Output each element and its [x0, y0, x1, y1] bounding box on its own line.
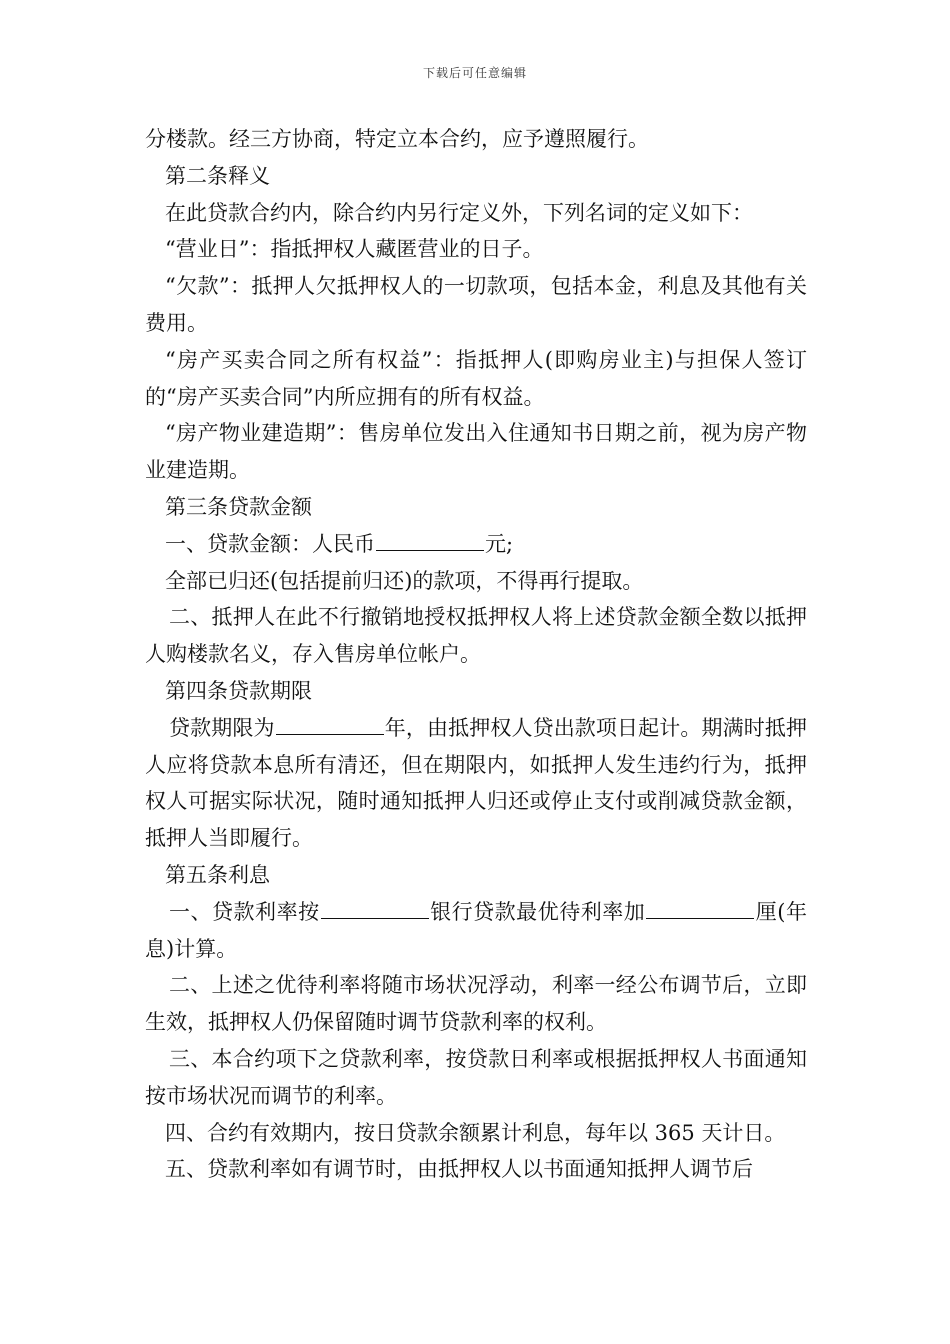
text-segment: 一、贷款利率按	[169, 899, 320, 924]
document-body	[145, 121, 807, 1188]
definition-paragraph: “房产物业建造期”：售房单位发出入住通知书日期之前，视为房产物业建造期。	[145, 421, 807, 483]
paragraph: 二、抵押人在此不行撤销地授权抵押权人将上述贷款金额全数以抵押人购楼款名义，存入售房单位帐户。	[145, 605, 807, 667]
paragraph: 三、本合约项下之贷款利率，按贷款日利率或根据抵押权人书面通知按市场状况而调节的利率。	[145, 1046, 807, 1108]
text-segment: 元;	[485, 531, 514, 556]
definition-paragraph: “欠款”：抵押人欠抵押权人的一切款项，包括本金，利息及其他有关费用。	[145, 274, 807, 335]
text-segment: 一、贷款金额：人民币	[165, 531, 375, 556]
text-segment: 厘(年息)计算。	[145, 899, 808, 961]
fill-in-blank	[276, 712, 384, 735]
section-heading: 第四条贷款期限	[165, 678, 312, 703]
text-segment: 贷款期限为	[169, 715, 275, 740]
paragraph: 全部已归还(包括提前归还)的款项，不得再行提取。	[165, 568, 644, 593]
section-heading: 第二条释义	[165, 163, 270, 188]
paragraph-with-blanks	[145, 894, 807, 968]
fill-in-blank	[376, 528, 484, 551]
text-segment: 银行贷款最优待利率加	[429, 899, 646, 924]
fill-in-blank	[646, 896, 754, 919]
definition-paragraph: “房产买卖合同之所有权益”：指抵押人(即购房业主)与担保人签订的“房产买卖合同”内所应拥有的所有权益。	[145, 347, 807, 409]
paragraph: 二、上述之优待利率将随市场状况浮动，利率一经公布调节后，立即生效，抵押权人仍保留随时调节贷款利率的权利。	[145, 973, 807, 1035]
paragraph: 五、贷款利率如有调节时，由抵押权人以书面通知抵押人调节后	[165, 1157, 753, 1182]
section-heading: 第三条贷款金额	[165, 494, 312, 519]
paragraph: 四、合约有效期内，按日贷款余额累计利息，每年以 365 天计日。	[165, 1120, 786, 1145]
fill-in-blank	[321, 896, 429, 919]
text-segment: 年，由抵押权人贷出款项日起计。期满时抵押人应将贷款本息所有清还，但在期限内，如抵押人发生违约行为，抵押权人可据实际状况，随时通知抵押人归还或停止支付或削减贷款金额，抵押人当即履行。	[145, 715, 808, 851]
section-heading: 第五条利息	[165, 862, 270, 887]
paragraph-with-blank	[145, 526, 807, 563]
paragraph-with-blank	[145, 710, 807, 857]
paragraph: 分楼款。经三方协商，特定立本合约，应予遵照履行。	[145, 127, 649, 151]
definition-paragraph: “营业日”：指抵押权人藏匿营业的日子。	[165, 237, 544, 262]
paragraph: 在此贷款合约内，除合约内另行定义外，下列名词的定义如下：	[165, 200, 753, 225]
page-header: 下载后可任意编辑	[422, 66, 527, 80]
